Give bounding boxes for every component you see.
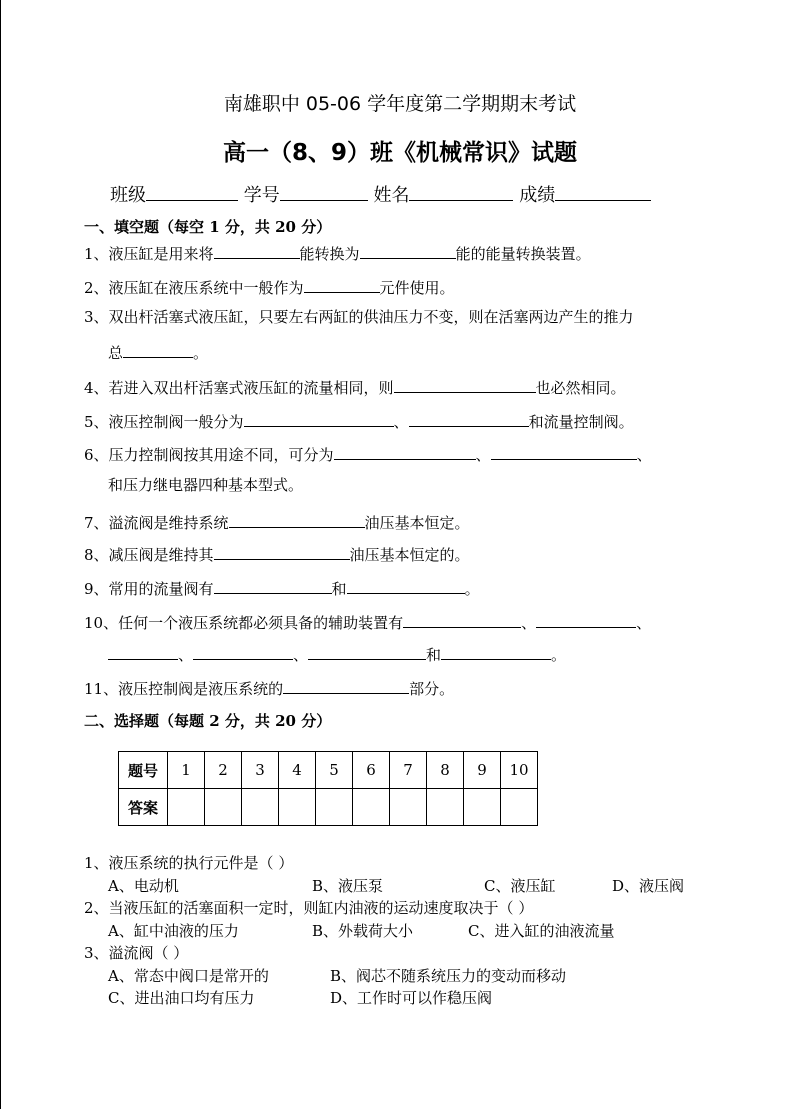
question-10: 10、任何一个液压系统都必须具备的辅助装置有 、 、 [84,611,651,633]
blank[interactable] [360,242,456,259]
question-number: 2 [205,752,242,789]
question-5: 5、液压控制阀一般分为 、 和流量控制阀。 [84,410,634,432]
mcq-1-option-d[interactable]: D、液压阀 [612,877,685,895]
blank[interactable] [334,443,476,460]
question-number: 5 [316,752,353,789]
mcq-1-option-a[interactable]: A、电动机 [108,877,179,895]
table-row-answers [119,789,538,826]
answer-cell[interactable] [242,789,279,826]
blank[interactable] [347,577,465,594]
exam-subtitle: 高一（8、9）班《机械常识》试题 [222,140,577,166]
answer-cell[interactable] [316,789,353,826]
question-3: 3、双出杆活塞式液压缸，只要左右两缸的供油压力不变，则在活塞两边产生的推力 [84,308,634,326]
answer-cell[interactable] [168,789,205,826]
name-field[interactable] [409,182,513,201]
question-11: 11、液压控制阀是液压系统的 部分。 [84,677,454,699]
blank[interactable] [441,643,551,660]
mcq-3-option-d[interactable]: D、工作时可以作稳压阀 [330,989,493,1007]
question-number: 6 [353,752,390,789]
mcq-1-option-b[interactable]: B、液压泵 [312,877,384,895]
answer-table [118,751,538,826]
question-9: 9、常用的流量阀有 和 。 [84,577,480,599]
question-number: 8 [427,752,464,789]
question-1: 1、液压缸是用来将 能转换为 能的能量转换装置。 [84,242,591,264]
blank[interactable] [229,511,365,528]
question-number: 1 [168,752,205,789]
blank[interactable] [491,443,637,460]
mcq-2-option-a[interactable]: A、缸中油液的压力 [108,922,239,940]
blank[interactable] [214,543,350,560]
answer-cell[interactable] [427,789,464,826]
question-number: 4 [279,752,316,789]
answer-cell[interactable] [279,789,316,826]
blank[interactable] [214,242,300,259]
answer-cell[interactable] [501,789,538,826]
answer-cell[interactable] [390,789,427,826]
mcq-3-option-c[interactable]: C、进出油口均有压力 [108,989,255,1007]
blank[interactable] [123,341,193,358]
blank[interactable] [244,410,394,427]
question-2: 2、液压缸在液压系统中一般作为 元件使用。 [84,276,455,298]
row-label-number: 题号 [119,752,168,789]
question-number: 3 [242,752,279,789]
question-8: 8、减压阀是维持其 油压基本恒定的。 [84,543,470,565]
blank[interactable] [108,643,178,660]
question-number: 7 [390,752,427,789]
blank[interactable] [394,376,536,393]
mcq-1-stem: 1、液压系统的执行元件是（ ） [84,854,294,872]
class-label: 班级 [110,185,146,206]
row-label-answer: 答案 [119,789,168,826]
score-field[interactable] [555,182,651,201]
mcq-2-option-b[interactable]: B、外载荷大小 [312,922,414,940]
id-label: 学号 [243,185,280,206]
answer-cell[interactable] [205,789,242,826]
mcq-1-option-c[interactable]: C、液压缸 [484,877,556,895]
answer-cell[interactable] [464,789,501,826]
id-field[interactable] [280,182,368,201]
question-number: 9 [464,752,501,789]
question-number: 10 [501,752,538,789]
score-label: 成绩 [519,185,556,206]
question-6-cont: 和压力继电器四种基本型式。 [108,476,304,494]
blank[interactable] [308,643,426,660]
mcq-2-option-c[interactable]: C、进入缸的油液流量 [468,922,615,940]
blank[interactable] [304,276,380,293]
mcq-3-stem: 3、溢流阀（ ） [84,944,189,962]
question-3-cont: 总 。 [108,341,208,363]
section-2-heading: 二、选择题（每题 2 分，共 20 分） [84,712,332,730]
blank[interactable] [409,410,529,427]
class-field[interactable] [146,182,238,201]
question-10-cont: 、 、 和 。 [108,643,566,665]
mcq-3-option-a[interactable]: A、常态中阀口是常开的 [108,967,269,985]
blank[interactable] [214,577,332,594]
table-row-numbers [119,752,538,789]
exam-title: 南雄职中 05-06 学年度第二学期期末考试 [223,93,577,115]
student-info-line [110,181,651,207]
blank[interactable] [403,611,521,628]
blank[interactable] [283,677,409,694]
mcq-2-stem: 2、当液压缸的活塞面积一定时，则缸内油液的运动速度取决于（ ） [84,899,534,917]
section-1-heading: 一、填空题（每空 1 分，共 20 分） [84,218,332,236]
blank[interactable] [193,643,293,660]
question-6: 6、压力控制阀按其用途不同，可分为 、 、 [84,443,652,465]
question-4: 4、若进入双出杆活塞式液压缸的流量相同，则 也必然相同。 [84,376,626,398]
answer-cell[interactable] [353,789,390,826]
mcq-3-option-b[interactable]: B、阀芯不随系统压力的变动而移动 [330,967,567,985]
name-label: 姓名 [373,185,410,206]
blank[interactable] [536,611,636,628]
question-7: 7、溢流阀是维持系统 油压基本恒定。 [84,511,470,533]
